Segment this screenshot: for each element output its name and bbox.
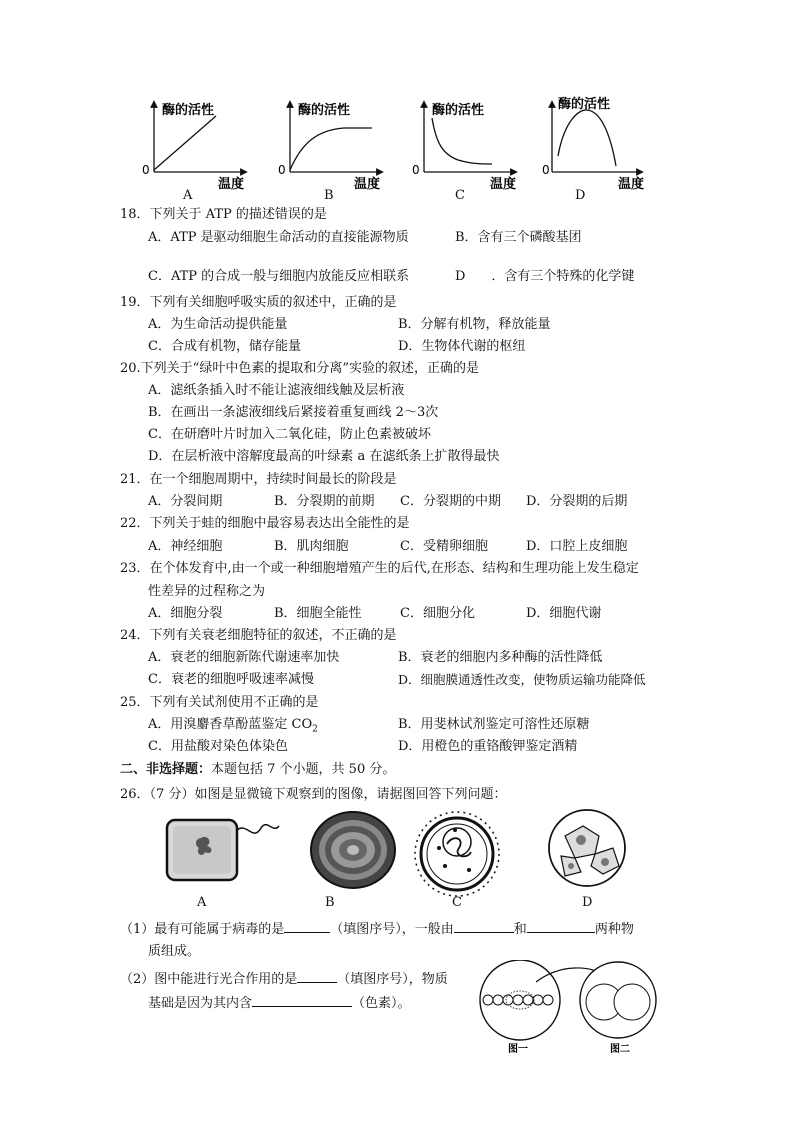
- graph-b: [278, 102, 380, 192]
- q20-stem: 20.下列关于“绿叶中色素的提取和分离”实验的叙述，正确的是: [120, 361, 479, 376]
- graph-c-curve: [432, 118, 492, 164]
- q21-option-d: D．分裂期的后期: [526, 494, 628, 509]
- graph-caption-d: D: [575, 188, 586, 203]
- q26-part1-blank-2[interactable]: [454, 918, 514, 933]
- graph-d-xlabel: 温度: [618, 177, 645, 192]
- q20-option-c: C．在研磨叶片时加入二氧化硅，防止色素被破坏: [148, 427, 431, 442]
- q21-option-b: B．分裂期的前期: [274, 494, 375, 509]
- q25-option-a-subscript: 2: [312, 724, 318, 735]
- image-a-bacterium: [167, 820, 279, 880]
- q26-part2-text-c: 基础是因为其内含: [148, 996, 253, 1011]
- q18-option-a: A．ATP 是驱动细胞生命活动的直接能源物质: [148, 230, 409, 245]
- section-2-heading: [120, 761, 395, 779]
- q25-option-a-text: A．用溴麝香草酚蓝鉴定 CO: [148, 717, 313, 732]
- image-c-spiky-cell: [415, 812, 499, 896]
- image-caption-c: C: [452, 895, 462, 910]
- q26-part2-text-d: （色素）。: [352, 996, 411, 1011]
- graph-c-ylabel: 酶的活性: [432, 103, 485, 118]
- graph-b-curve: [290, 128, 372, 170]
- figure-2: [580, 962, 656, 1038]
- microscope-images: [155, 808, 645, 900]
- q22-option-b: B．肌肉细胞: [274, 539, 349, 554]
- q26-part2-blank-2[interactable]: [252, 992, 352, 1007]
- q18-option-d: D ．含有三个特殊的化学键: [455, 269, 635, 284]
- section-2-desc: 本题包括 7 个小题，共 50 分。: [211, 762, 396, 777]
- q22-stem: 22．下列关于蛙的细胞中最容易表达出全能性的是: [120, 516, 410, 531]
- graph-a-ylabel: 酶的活性: [162, 103, 215, 118]
- q19-option-a: A．为生命活动提供能量: [148, 317, 288, 332]
- q26-part1-text-d: 两种物: [594, 922, 634, 937]
- graph-c: [412, 102, 516, 192]
- image-b-cell: [311, 812, 395, 888]
- graph-caption-a: A: [183, 188, 193, 203]
- q19-option-b: B．分解有机物，释放能量: [398, 317, 551, 332]
- q23-option-b: B．细胞全能性: [274, 606, 362, 621]
- q20-option-a: A．滤纸条插入时不能让滤液细线触及层析液: [148, 383, 405, 398]
- q18-option-b: B．含有三个磷酸基团: [455, 230, 582, 245]
- q24-option-d: D．细胞膜通透性改变，使物质运输功能降低: [398, 672, 646, 687]
- q26-part2-blank-1[interactable]: [297, 968, 337, 983]
- graph-d-origin: 0: [542, 163, 550, 177]
- graph-caption-b: B: [324, 188, 334, 203]
- q26-part2-line2: [148, 992, 411, 1013]
- graph-d-ylabel: 酶的活性: [558, 97, 611, 112]
- q22-option-a: A．神经细胞: [148, 539, 223, 554]
- image-caption-a: A: [197, 895, 207, 910]
- q23-option-d: D．细胞代谢: [526, 606, 602, 621]
- q21-stem: 21．在一个细胞周期中，持续时间最长的阶段是: [120, 472, 397, 487]
- graph-c-origin: 0: [412, 163, 420, 177]
- q19-option-d: D．生物体代谢的枢纽: [398, 339, 526, 354]
- figure-1-label: 图一: [508, 1044, 528, 1055]
- q20-option-d: D．在层析液中溶解度最高的叶绿素 a 在滤纸条上扩散得最快: [148, 449, 500, 464]
- q24-option-a: A．衰老的细胞新陈代谢速率加快: [148, 650, 340, 665]
- q26-part1-blank-1[interactable]: [284, 918, 330, 933]
- q25-option-c: C．用盐酸对染色体染色: [148, 739, 288, 754]
- graph-a: [142, 102, 244, 192]
- graph-d-curve: [558, 110, 616, 166]
- figure-1-2: [470, 960, 670, 1060]
- q18-stem: 18．下列关于 ATP 的描述错误的是: [120, 207, 327, 222]
- q25-option-b: B．用斐林试剂鉴定可溶性还原糖: [398, 717, 590, 732]
- q22-option-d: D．口腔上皮细胞: [526, 539, 628, 554]
- image-d-plant-cells: [549, 810, 625, 886]
- q23-option-a: A．细胞分裂: [148, 606, 223, 621]
- graph-caption-c: C: [455, 188, 465, 203]
- q26-part2-text-a: （2）图中能进行光合作用的是: [120, 972, 298, 987]
- q26-part2-line1: [120, 968, 448, 989]
- graph-c-xlabel: 温度: [490, 177, 517, 192]
- q24-stem: 24．下列有关衰老细胞特征的叙述，不正确的是: [120, 628, 397, 643]
- q23-option-c: C．细胞分化: [400, 606, 475, 621]
- q26-part1-text-a: （1）最有可能属于病毒的是: [120, 922, 285, 937]
- figure-1: [480, 960, 560, 1040]
- graph-b-xlabel: 温度: [354, 177, 381, 192]
- graph-a-xlabel: 温度: [218, 177, 245, 192]
- q26-part1-blank-3[interactable]: [527, 918, 595, 933]
- graph-b-ylabel: 酶的活性: [298, 103, 351, 118]
- q18-option-c: C．ATP 的合成一般与细胞内放能反应相联系: [148, 269, 410, 284]
- q22-option-c: C．受精卵细胞: [400, 539, 488, 554]
- q26-part1-line2: 质组成。: [148, 944, 201, 959]
- graph-a-curve: [154, 116, 216, 170]
- image-caption-b: B: [325, 895, 335, 910]
- q19-option-c: C．合成有机物，储存能量: [148, 339, 301, 354]
- q25-option-a: [148, 716, 318, 739]
- q26-part1-text-c: 和: [513, 922, 527, 937]
- q21-option-a: A．分裂间期: [148, 494, 223, 509]
- q25-stem: 25．下列有关试剂使用不正确的是: [120, 695, 319, 710]
- q26-part1-text-b: （填图序号），一般由: [330, 922, 454, 937]
- image-caption-d: D: [582, 895, 593, 910]
- q20-option-b: B．在画出一条滤液细线后紧接着重复画线 2～3次: [148, 405, 439, 420]
- q26-part1-line1: [120, 918, 634, 939]
- q19-stem: 19．下列有关细胞呼吸实质的叙述中，正确的是: [120, 295, 397, 310]
- section-2-title: 二、非选择题：: [120, 762, 212, 777]
- q23-stem: 23．在个体发育中,由一个或一种细胞增殖产生的后代,在形态、结构和生理功能上发生稳定: [120, 561, 639, 576]
- figure-2-label: 图二: [610, 1044, 630, 1055]
- q21-option-c: C．分裂期的中期: [400, 494, 501, 509]
- graph-b-origin: 0: [278, 163, 286, 177]
- q25-option-d: D．用橙色的重铬酸钾鉴定酒精: [398, 739, 578, 754]
- graph-a-origin: 0: [142, 163, 150, 177]
- graph-d: [542, 96, 644, 192]
- q23-stem-cont: 性差异的过程称之为: [148, 584, 266, 599]
- q26-part2-text-b: （填图序号），物质: [337, 972, 448, 987]
- q24-option-c: C．衰老的细胞呼吸速率减慢: [148, 672, 314, 687]
- q24-option-b: B．衰老的细胞内多种酶的活性降低: [398, 650, 603, 665]
- q26-stem: 26．（7 分）如图是显微镜下观察到的图像，请据图回答下列问题：: [120, 787, 507, 802]
